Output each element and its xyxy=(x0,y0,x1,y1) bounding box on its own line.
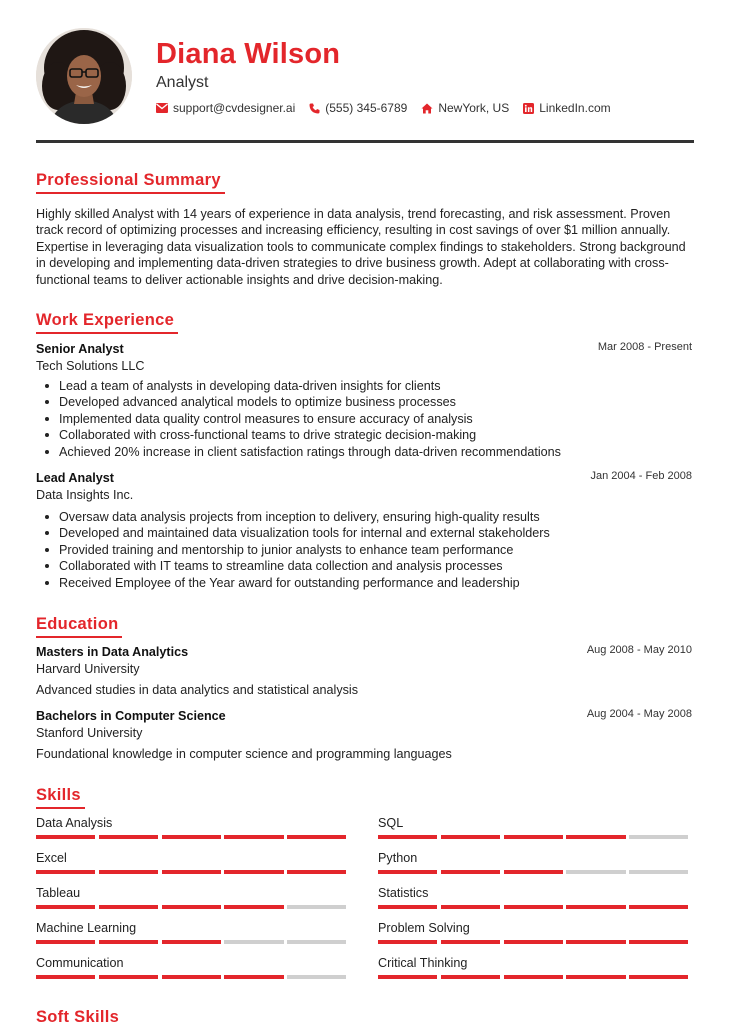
phone-icon xyxy=(309,103,320,114)
skill-name: Statistics xyxy=(378,886,429,900)
list-item: Collaborated with cross-functional teams to drive strategic decision-making xyxy=(36,427,694,443)
skill-level-segment xyxy=(99,870,158,874)
job-dates: Jan 2004 - Feb 2008 xyxy=(590,470,692,482)
list-item: Lead a team of analysts in developing data-driven insights for clients xyxy=(36,378,694,394)
skill-item xyxy=(36,920,350,950)
skill-level-bar xyxy=(36,905,350,909)
contact-linkedin[interactable] xyxy=(523,101,610,115)
skill-level-bar xyxy=(36,940,350,944)
linkedin-icon xyxy=(523,103,534,114)
section-heading-summary: Professional Summary xyxy=(36,171,225,194)
contact-info xyxy=(156,101,625,115)
skill-name: Problem Solving xyxy=(378,921,470,935)
job-entry xyxy=(36,341,694,460)
skill-level-segment xyxy=(441,835,500,839)
skill-level-segment xyxy=(504,905,563,909)
school-name: Harvard University xyxy=(36,662,140,676)
skill-level-segment xyxy=(378,905,437,909)
education-description: Advanced studies in data analytics and statistical analysis xyxy=(36,683,359,697)
skill-level-segment xyxy=(287,940,346,944)
degree-title: Masters in Data Analytics xyxy=(36,645,189,659)
contact-location xyxy=(421,101,509,115)
portrait-image xyxy=(36,28,132,124)
skill-name: SQL xyxy=(378,816,404,830)
list-item: Achieved 20% increase in client satisfaction ratings through data-driven recommendations xyxy=(36,444,694,460)
profile-photo xyxy=(36,28,132,124)
skill-name: Data Analysis xyxy=(36,816,113,830)
email-text: support@cvdesigner.ai xyxy=(173,101,296,115)
section-heading-work: Work Experience xyxy=(36,311,178,334)
skill-item xyxy=(36,885,350,915)
skill-level-bar xyxy=(378,870,692,874)
list-item: Developed and maintained data visualization tools for internal and external stakeholders xyxy=(36,525,694,541)
skill-level-segment xyxy=(287,835,346,839)
skill-item xyxy=(378,850,692,880)
skill-level-segment xyxy=(162,940,221,944)
job-title: Senior Analyst xyxy=(36,342,124,356)
list-item: Received Employee of the Year award for outstanding performance and leadership xyxy=(36,575,694,591)
education-dates: Aug 2008 - May 2010 xyxy=(586,644,692,656)
skill-item xyxy=(36,955,350,985)
skill-level-segment xyxy=(162,835,221,839)
skill-item xyxy=(378,955,692,985)
location-text: NewYork, US xyxy=(438,101,510,115)
job-bullets xyxy=(36,509,694,591)
list-item: Oversaw data analysis projects from inception to delivery, ensuring high-quality results xyxy=(36,509,694,525)
skill-name: Machine Learning xyxy=(36,921,137,935)
skill-level-segment xyxy=(36,975,95,979)
skill-name: Tableau xyxy=(36,886,81,900)
skill-level-segment xyxy=(287,905,346,909)
list-item: Developed advanced analytical models to optimize business processes xyxy=(36,394,694,410)
skill-level-segment xyxy=(441,870,500,874)
summary-text: Highly skilled Analyst with 14 years of experience in data analysis, trend forecasting, and risk assessment. Proven track record of optimizing processes and increasing efficiency, resulting in cost savings of over $1 million annually. Expertise in leveraging data visualization tools to communicate complex findings to stakeholders. Strong background in developing and implementing data-driven strategies to drive business growth. Adept at collaborating with cross-functional teams to deliver actionable insights and drive decision-making. xyxy=(36,207,686,287)
education-dates: Aug 2004 - May 2008 xyxy=(586,708,692,720)
skill-level-segment xyxy=(566,905,625,909)
resume-header xyxy=(36,28,694,128)
education-description: Foundational knowledge in computer science and programming languages xyxy=(36,747,452,761)
skill-level-segment xyxy=(504,870,563,874)
job-title: Lead Analyst xyxy=(36,471,114,485)
list-item: Implemented data quality control measures to ensure accuracy of analysis xyxy=(36,411,694,427)
skill-item xyxy=(378,885,692,915)
skill-name: Python xyxy=(378,851,418,865)
skill-level-segment xyxy=(287,870,346,874)
skill-name: Communication xyxy=(36,956,124,970)
skill-level-segment xyxy=(378,870,437,874)
education-entry xyxy=(36,644,694,698)
skill-level-segment xyxy=(629,975,688,979)
skill-name: Critical Thinking xyxy=(378,956,468,970)
skill-level-segment xyxy=(99,940,158,944)
phone-text: (555) 345-6789 xyxy=(325,101,408,115)
skill-level-segment xyxy=(224,940,283,944)
degree-title: Bachelors in Computer Science xyxy=(36,709,226,723)
contact-phone[interactable] xyxy=(309,101,407,115)
candidate-title: Analyst xyxy=(156,74,209,91)
home-icon xyxy=(421,103,433,114)
skill-level-segment xyxy=(224,835,283,839)
skill-level-segment xyxy=(566,975,625,979)
skill-level-bar xyxy=(36,870,350,874)
contact-email[interactable] xyxy=(156,101,295,115)
skill-level-segment xyxy=(287,975,346,979)
skill-level-bar xyxy=(378,905,692,909)
section-heading-education: Education xyxy=(36,615,122,638)
skill-level-segment xyxy=(224,870,283,874)
candidate-name: Diana Wilson xyxy=(156,38,341,70)
job-company: Data Insights Inc. xyxy=(36,488,134,502)
skill-level-segment xyxy=(378,835,437,839)
linkedin-text: LinkedIn.com xyxy=(539,101,611,115)
skill-item xyxy=(36,815,350,845)
skill-level-segment xyxy=(162,975,221,979)
skill-level-segment xyxy=(441,975,500,979)
skill-level-segment xyxy=(36,905,95,909)
skill-level-segment xyxy=(629,905,688,909)
skill-level-segment xyxy=(378,940,437,944)
skill-item xyxy=(36,850,350,880)
list-item: Provided training and mentorship to junior analysts to enhance team performance xyxy=(36,542,694,558)
section-heading-skills: Skills xyxy=(36,786,85,809)
skill-level-segment xyxy=(162,905,221,909)
skill-level-segment xyxy=(224,975,283,979)
skill-level-segment xyxy=(224,905,283,909)
skill-level-segment xyxy=(504,975,563,979)
skill-level-segment xyxy=(629,870,688,874)
skill-level-segment xyxy=(441,940,500,944)
skill-level-bar xyxy=(378,940,692,944)
skill-level-segment xyxy=(566,870,625,874)
header-divider xyxy=(36,140,694,143)
skill-level-segment xyxy=(504,835,563,839)
skill-level-segment xyxy=(629,940,688,944)
skill-level-segment xyxy=(99,835,158,839)
list-item: Collaborated with IT teams to streamline data collection and analysis processes xyxy=(36,558,694,574)
section-heading-soft-skills: Soft Skills xyxy=(36,1008,123,1024)
skill-level-bar xyxy=(378,835,692,839)
envelope-icon xyxy=(156,103,168,113)
skill-level-bar xyxy=(36,835,350,839)
skill-level-segment xyxy=(36,870,95,874)
skill-level-segment xyxy=(378,975,437,979)
skill-level-segment xyxy=(441,905,500,909)
skill-name: Excel xyxy=(36,851,67,865)
skill-level-segment xyxy=(99,975,158,979)
job-dates: Mar 2008 - Present xyxy=(597,341,692,353)
job-bullets xyxy=(36,378,694,460)
job-entry xyxy=(36,470,694,591)
skill-level-segment xyxy=(36,940,95,944)
skill-level-segment xyxy=(566,835,625,839)
education-entry xyxy=(36,708,694,762)
skill-level-segment xyxy=(99,905,158,909)
skill-level-segment xyxy=(162,870,221,874)
job-company: Tech Solutions LLC xyxy=(36,359,145,373)
skill-level-segment xyxy=(629,835,688,839)
skill-level-segment xyxy=(504,940,563,944)
skill-level-bar xyxy=(36,975,350,979)
school-name: Stanford University xyxy=(36,726,143,740)
skill-item xyxy=(378,815,692,845)
skill-item xyxy=(378,920,692,950)
skill-level-segment xyxy=(566,940,625,944)
skill-level-bar xyxy=(378,975,692,979)
skill-level-segment xyxy=(36,835,95,839)
